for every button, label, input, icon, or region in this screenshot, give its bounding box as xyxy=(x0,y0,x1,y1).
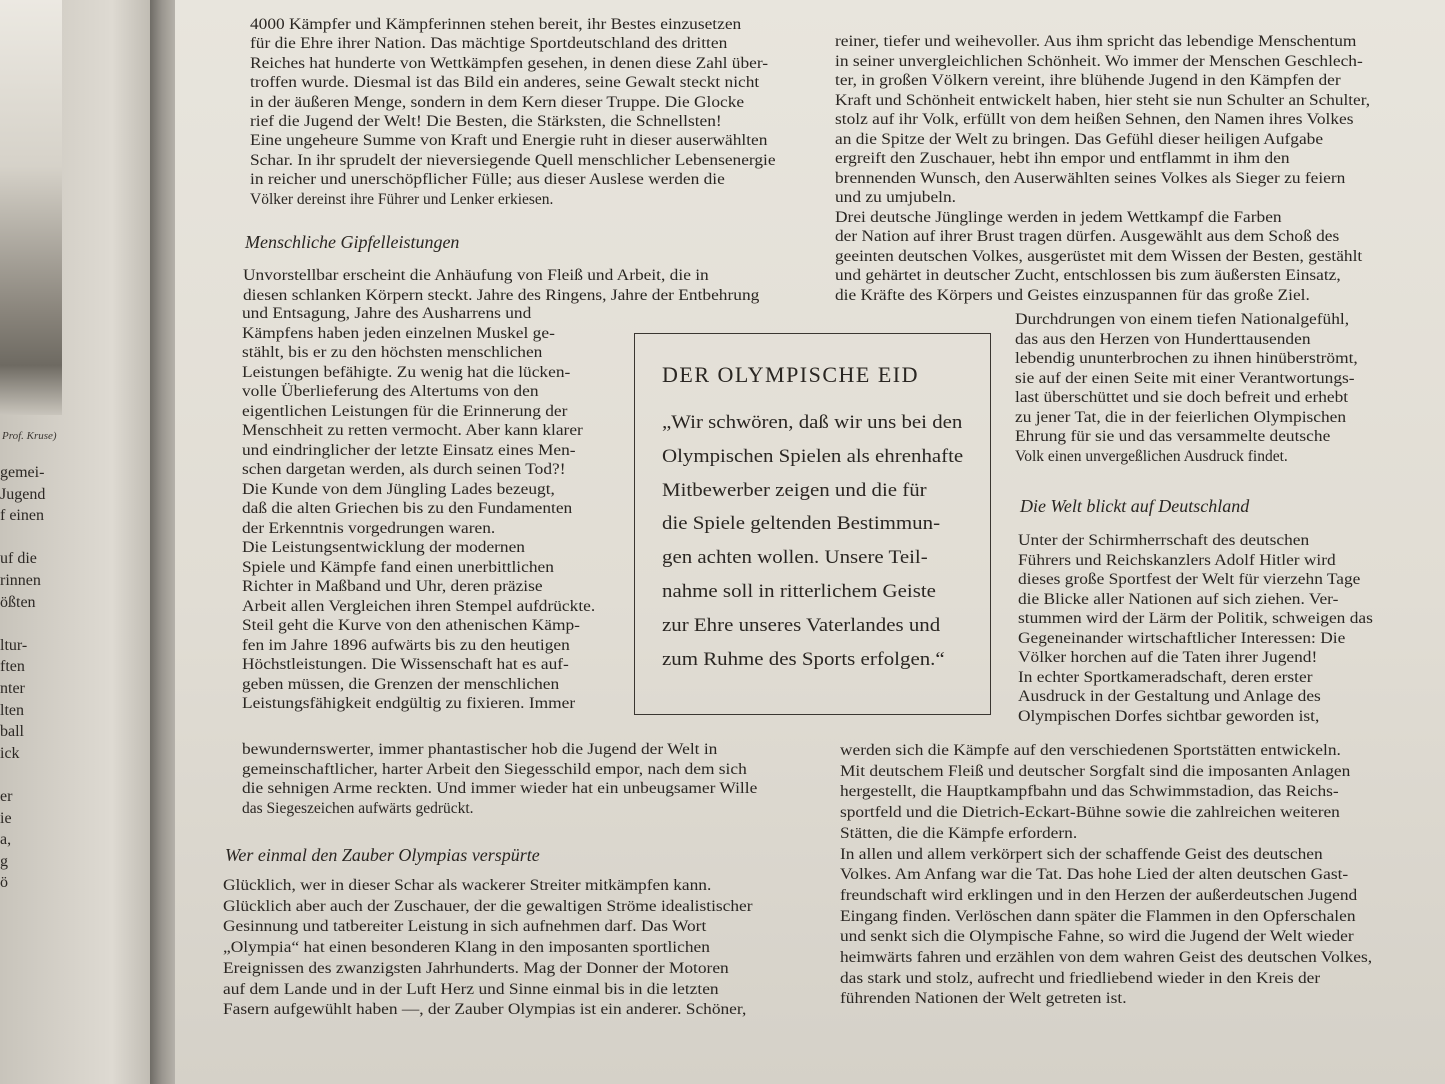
text-line: und senkt sich die Olympische Fahne, so wird die Jugend der Welt wieder xyxy=(840,928,1354,946)
text-line: hergestellt, die Hauptkampfbahn und das Schwimmstadion, das Reichs- xyxy=(840,783,1339,801)
fragment-line: ltur- xyxy=(0,636,28,654)
text-line: für die Ehre ihrer Nation. Das mächtige Sportdeutschland des dritten xyxy=(250,35,728,53)
heading-zauber-olympias: Wer einmal den Zauber Olympias verspürte xyxy=(225,845,540,865)
text-line: sie auf der einen Seite mit einer Verantwortungs- xyxy=(1015,369,1355,387)
heading-welt-blickt: Die Welt blickt auf Deutschland xyxy=(1020,496,1250,516)
text-line: schen dargetan werden, als durch seinen Tod?! xyxy=(242,461,566,478)
fragment-line: er xyxy=(0,788,13,805)
text-line: Olympischen Dorfes sichtbar geworden ist, xyxy=(1018,707,1320,725)
fragment-line: ößten xyxy=(0,593,36,611)
text-line: Menschheit zu retten vermocht. Aber kann klarer xyxy=(242,422,583,439)
text-line: Fasern aufgewühlt haben —, der Zauber Olympias ist ein anderer. Schöner, xyxy=(223,1001,747,1019)
oath-line: Olympischen Spielen als ehrenhafte xyxy=(662,445,964,467)
text-line: Völker horchen auf die Taten ihrer Jugend! xyxy=(1018,649,1318,666)
text-line: Stätten, die die Kämpfe erfordern. xyxy=(840,824,1078,842)
text-line: das Siegeszeichen aufwärts gedrückt. xyxy=(242,799,474,817)
text-line: ergreift den Zuschauer, hebt ihn empor und entflammt in ihm den xyxy=(835,150,1290,167)
text-line: diesen schlanken Körpern steckt. Jahre des Ringens, Jahre der Entbehrung xyxy=(243,286,760,304)
olympic-oath-box xyxy=(634,333,991,715)
text-line: Führers und Reichskanzlers Adolf Hitler wird xyxy=(1018,551,1336,569)
text-line: das aus den Herzen von Hunderttausenden xyxy=(1015,330,1311,348)
facing-page-fragment xyxy=(0,0,160,1084)
text-line: rief die Jugend der Welt! Die Besten, die Stärksten, die Schnellsten! xyxy=(250,113,722,130)
text-line: reiner, tiefer und weihevoller. Aus ihm spricht das lebendige Menschentum xyxy=(835,33,1357,50)
text-line: Mit deutschem Fleiß und deutscher Sorgfalt sind die imposanten Anlagen xyxy=(840,762,1351,780)
text-line: Durchdrungen von einem tiefen Nationalgefühl, xyxy=(1015,311,1350,328)
text-line: heimwärts fahren und erzählen von dem wahren Geist des deutschen Volkes, xyxy=(840,949,1373,966)
text-line: Leistungen befähigte. Zu wenig hat die lücken- xyxy=(242,363,571,381)
text-line: die Kräfte des Körpers und Geistes einzuspannen für das große Ziel. xyxy=(835,286,1310,304)
text-line: und eindringlicher der letzte Einsatz eines Men- xyxy=(242,441,576,459)
text-line: die Blicke aller Nationen auf sich ziehen. Ver- xyxy=(1018,590,1339,608)
text-line: volle Überlieferung des Altertums von den xyxy=(242,383,539,400)
text-line: Schar. In ihr sprudelt der nieversiegende Quell menschlicher Lebensenergie xyxy=(250,151,776,169)
fragment-line: ften xyxy=(0,658,25,676)
text-line: Ereignissen des zwanzigsten Jahrhunderts. Mag der Donner der Motoren xyxy=(223,959,729,977)
oath-line: die Spiele geltenden Bestimmun- xyxy=(662,513,941,535)
text-line: führenden Nationen der Welt getreten ist. xyxy=(840,990,1127,1008)
fragment-line: uf die xyxy=(0,550,37,568)
fragment-line: lten xyxy=(0,701,24,719)
oath-line: zur Ehre unseres Vaterlandes und xyxy=(662,614,941,636)
fragment-line: gemei- xyxy=(0,464,45,481)
text-line: geeinten deutschen Volkes, ausgerüstet mit dem Wissen der Besten, gestählt xyxy=(835,247,1363,265)
text-line: Kämpfens haben jeden einzelnen Muskel ge- xyxy=(242,324,555,342)
photo-caption: Prof. Kruse) xyxy=(2,430,57,442)
fragment-line: Jugend xyxy=(0,485,46,503)
text-line: stählt, bis er zu den höchsten menschlichen xyxy=(242,344,543,361)
text-line: In allen und allem verkörpert sich der schaffende Geist des deutschen xyxy=(840,845,1323,863)
fragment-line: rinnen xyxy=(0,572,41,589)
text-line: last überschüttet und sie doch befreit und erhebt xyxy=(1015,389,1349,406)
fragment-line: ball xyxy=(0,723,24,741)
text-line: sportfeld und die Dietrich-Eckart-Bühne sowie die zahlreichen weiteren xyxy=(840,804,1340,822)
text-line: das stark und stolz, aufrecht und friedliebend wieder in den Kreis der xyxy=(840,969,1321,987)
fragment-line: ie xyxy=(0,809,12,827)
text-line: fen im Jahre 1896 aufwärts bis zu den heutigen xyxy=(242,636,570,654)
text-line: Volk einen unvergeßlichen Ausdruck findet. xyxy=(1015,447,1288,465)
text-line: und gehärtet in deutscher Zucht, entschlossen bis zum äußersten Einsatz, xyxy=(835,267,1341,284)
text-line: Eingang finden. Verlöschen dann später die Flammen in den Opferschalen xyxy=(840,907,1356,925)
text-line: lebendig ununterbrochen zu ihnen hinüberströmt, xyxy=(1015,350,1358,367)
fragment-line: ick xyxy=(0,744,20,762)
text-line: Drei deutsche Jünglinge werden in jedem Wettkampf die Farben xyxy=(835,208,1282,226)
text-line: werden sich die Kämpfe auf den verschiedenen Sportstätten entwickeln. xyxy=(840,742,1341,759)
heading-gipfelleistungen: Menschliche Gipfelleistungen xyxy=(245,232,460,252)
oath-line: Mitbewerber zeigen und die für xyxy=(662,479,927,501)
text-line: Glücklich aber auch der Zuschauer, der die gewaltigen Ströme idealistischer xyxy=(223,897,753,915)
statue-photo xyxy=(0,0,62,415)
text-line: eigentlichen Leistungen für die Erinnerung der xyxy=(242,402,568,420)
text-line: Die Leistungsentwicklung der modernen xyxy=(242,539,525,556)
oath-line: zum Ruhme des Sports erfolgen.“ xyxy=(662,648,945,670)
fragment-line: g xyxy=(0,852,8,870)
text-line: ter, in großen Völkern vereint, ihre blühende Jugend in den Kämpfen der xyxy=(835,72,1341,89)
fragment-line: f einen xyxy=(0,507,44,525)
text-line: freundschaft wird erklingen und in den Herzen der außerdeutschen Jugend xyxy=(840,886,1358,904)
fragment-line: a, xyxy=(0,831,12,849)
text-line: brennenden Wunsch, den Auserwählten seines Volkes als Sieger zu feiern xyxy=(835,169,1346,187)
text-line: und Entsagung, Jahre des Ausharrens und xyxy=(242,305,532,322)
text-line: Steil geht die Kurve von den athenischen Kämp- xyxy=(242,617,580,634)
text-line: zu jener Tat, die in der feierlichen Olympischen xyxy=(1015,408,1347,426)
text-line: Unvorstellbar erscheint die Anhäufung von Fleiß und Arbeit, die in xyxy=(243,267,709,284)
text-line: und zu umjubeln. xyxy=(835,189,957,206)
text-line: Unter der Schirmherrschaft des deutschen xyxy=(1018,532,1310,549)
text-line: die sehnigen Arme reckten. Und immer wieder hat ein unbeugsamer Wille xyxy=(242,780,758,797)
text-line: troffen wurde. Diesmal ist das Bild ein anderes, seine Gewalt steckt nicht xyxy=(250,74,760,92)
text-line: bewundernswerter, immer phantastischer hob die Jugend der Welt in xyxy=(242,741,718,758)
oath-title: DER OLYMPISCHE EID xyxy=(662,362,920,387)
text-line: auf dem Lande und in der Luft Herz und Sinne einmal bis in die letzten xyxy=(223,980,719,998)
fragment-line: nter xyxy=(0,680,25,697)
text-line: Kraft und Schönheit entwickelt haben, hier steht sie nun Schulter an Schulter, xyxy=(835,91,1371,109)
text-line: Gesinnung und tatbereiter Leistung in sich aufnehmen darf. Das Wort xyxy=(223,918,707,936)
text-line: der Erkenntnis vorgedrungen waren. xyxy=(242,519,496,537)
text-line: daß die alten Griechen bis zu den Fundamenten xyxy=(242,500,573,517)
text-line: Ehrung für sie und das versammelte deutsche xyxy=(1015,428,1331,445)
text-line: in der äußeren Menge, sondern in dem Kern dieser Truppe. Die Glocke xyxy=(250,93,745,111)
text-line: Glücklich, wer in dieser Schar als wackerer Streiter mitkämpfen kann. xyxy=(223,877,712,894)
text-line: an die Spitze der Welt zu bringen. Das Gefühl dieser heiligen Aufgabe xyxy=(835,130,1324,148)
oath-line: gen achten wollen. Unsere Teil- xyxy=(662,547,928,569)
text-line: Spiele und Kämpfe fand einen unerbittlichen xyxy=(242,558,554,576)
text-line: stummen wird der Lärm der Politik, schweigen das xyxy=(1018,610,1373,627)
text-line: „Olympia“ hat einen besonderen Klang in den imposanten sportlichen xyxy=(223,939,710,957)
text-line: gemeinschaftlicher, harter Arbeit den Siegesschild empor, nach dem sich xyxy=(242,760,747,778)
text-line: Die Kunde von dem Jüngling Lades bezeugt, xyxy=(242,480,555,498)
text-line: in reicher und unerschöpflicher Fülle; aus dieser Auslese werden die xyxy=(250,171,725,189)
text-line: Gegeneinander wirtschaftlicher Interessen: Die xyxy=(1018,629,1346,647)
text-line: der Nation auf ihrer Brust tragen dürfen. Ausgewählt aus dem Schoß des xyxy=(835,228,1340,245)
oath-line: „Wir schwören, daß wir uns bei den xyxy=(662,412,963,433)
text-line: Reiches hat hunderte von Wettkämpfen gesehen, in denen diese Zahl über- xyxy=(250,54,769,72)
text-line: Eine ungeheure Summe von Kraft und Energie ruht in dieser auserwählten xyxy=(250,132,768,150)
text-line: Ausdruck in der Gestaltung und Anlage des xyxy=(1018,688,1321,705)
text-line: Richter in Maßband und Uhr, deren präzise xyxy=(242,578,543,595)
text-line: dieses große Sportfest der Welt für vierzehn Tage xyxy=(1018,571,1361,588)
text-line: geben müssen, die Grenzen der menschlichen xyxy=(242,675,560,693)
fragment-line: ö xyxy=(0,874,8,892)
text-line: In echter Sportkameradschaft, deren erster xyxy=(1018,668,1313,686)
oath-line: nahme soll in ritterlichem Geiste xyxy=(662,581,936,602)
text-line: Leistungsfähigkeit endgültig zu fixieren. Immer xyxy=(242,695,576,712)
text-line: in seiner unvergleichlichen Schönheit. Wo immer der Menschen Geschlech- xyxy=(835,52,1363,70)
text-line: 4000 Kämpfer und Kämpferinnen stehen bereit, ihr Bestes einzusetzen xyxy=(250,16,742,33)
text-line: stolz auf ihr Volk, erfüllt von dem heißen Sehnen, den Namen ihres Volkes xyxy=(835,111,1354,128)
text-line: Höchstleistungen. Die Wissenschaft hat es auf- xyxy=(242,656,569,673)
text-line: Völker dereinst ihre Führer und Lenker erkiesen. xyxy=(250,190,554,208)
text-line: Arbeit allen Vergleichen ihren Stempel aufdrückte. xyxy=(242,597,596,615)
text-line: Volkes. Am Anfang war die Tat. Das hohe Lied der alten deutschen Gast- xyxy=(840,866,1349,884)
